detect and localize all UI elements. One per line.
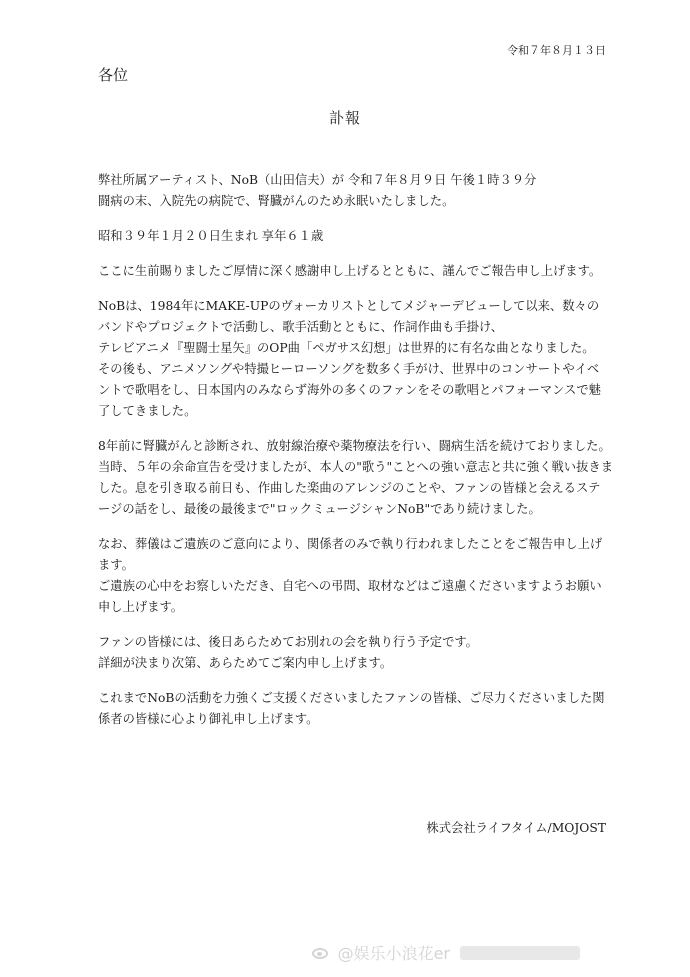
paragraph-line: NoBは、1984年にMAKE-UPのヴォーカリストとしてメジャーデビューして以来、数々の [98,299,600,313]
paragraph-line: 係者の皆様に心より御礼申し上げます。 [98,712,319,726]
paragraph [98,688,618,730]
weibo-icon [310,945,332,961]
paragraph-line: 詳細が決まり次第、あらためてご案内申し上げます。 [98,656,393,670]
paragraph-line: その後も、アニメソングや特撮ヒーローソングを数多く手がけ、世界中のコンサートやイベ [98,362,600,376]
paragraph-line: ここに生前賜りましたご厚情に深く感謝申し上げるとともに、謹んでご報告申し上げます。 [98,264,602,278]
paragraph [98,170,618,212]
paragraph-line: 当時、５年の余命宣告を受けましたが、本人の"歌う"ことへの強い意志と共に強く戦い抜きま [98,460,613,474]
paragraph-line: 闘病の末、入院先の病院で、腎臓がんのため永眠いたしました。 [98,194,455,208]
blurred-region [460,946,580,960]
paragraph-line: 了してきました。 [98,404,197,418]
paragraph-line: 8年前に腎臓がんと診断され、放射線治療や薬物療法を行い、闘病生活を続けておりました。 [98,439,611,453]
paragraph [98,261,618,282]
paragraph-line: バンドやプロジェクトで活動し、歌手活動とともに、作詞作曲も手掛け、 [98,320,504,334]
paragraph-line: ージの話をし、最後の最後まで"ロックミュージシャンNoB"であり続けました。 [98,502,541,516]
paragraph-line: 昭和３９年１月２０日生まれ 享年６１歳 [98,229,324,243]
paragraph-line: ファンの皆様には、後日あらためてお別れの会を執り行う予定です。 [98,635,478,649]
paragraph [98,632,618,674]
watermark-text: @娱乐小浪花er [337,944,450,963]
paragraph-line: テレビアニメ『聖闘士星矢』のOP曲「ペガサス幻想」は世界的に有名な曲となりました。 [98,341,595,355]
paragraph-line: これまでNoBの活動を力強くご支援くださいましたファンの皆様、ご尽力くださいました関 [98,691,605,705]
document-title: 訃報 [328,109,361,127]
paragraph-line: ントで歌唱をし、日本国内のみならず海外の多くのファンをその歌唱とパフォーマンスで魅 [98,383,601,397]
document-date: 令和７年８月１３日 [507,44,606,57]
paragraph-line: 弊社所属アーティスト、NoB（山田信夫）が 令和７年８月９日 午後１時３９分 [98,173,537,187]
document-body [98,170,618,744]
paragraph-line: ます。 [98,558,134,572]
paragraph [98,436,618,520]
paragraph-line: した。息を引き取る前日も、作曲した楽曲のアレンジのことや、ファンの皆様と会えるステ [98,481,601,495]
paragraph-line: ご遺族の心中をお察しいただき、自宅への弔問、取材などはご遠慮くださいますようお願い [98,579,602,593]
paragraph [98,226,618,247]
salutation: 各位 [98,66,129,84]
paragraph-line: 申し上げます。 [98,600,184,614]
paragraph-line: なお、葬儀はご遺族のご意向により、関係者のみで執り行われましたことをご報告申し上げ [98,537,603,551]
paragraph [98,534,618,618]
weibo-watermark [310,941,580,964]
paragraph [98,296,618,422]
company-signature: 株式会社ライフタイム/MOJOST [426,821,606,835]
